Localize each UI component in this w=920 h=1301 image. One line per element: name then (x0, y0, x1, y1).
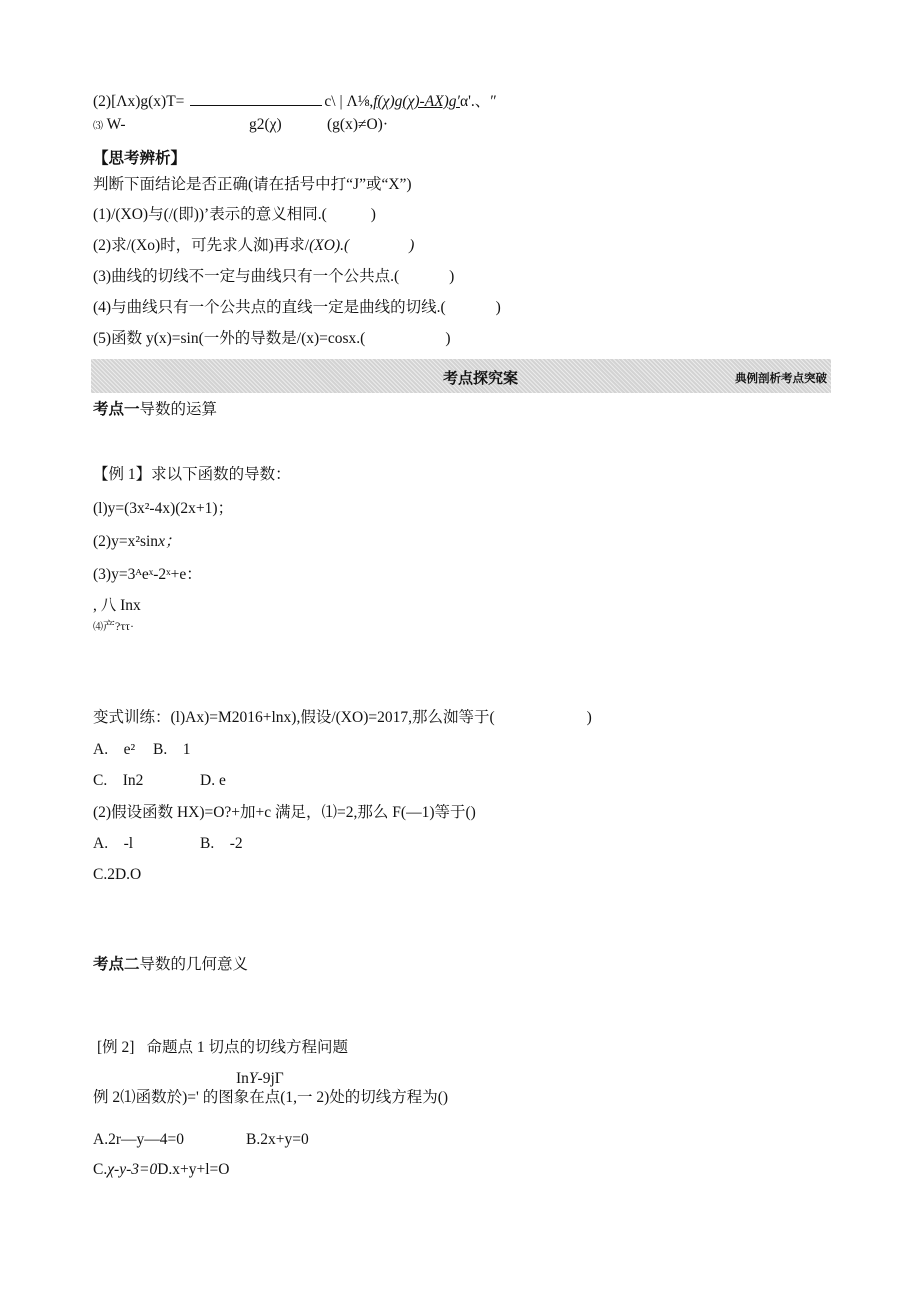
option-c-equation: χ-y-3=0 (107, 1161, 158, 1178)
variant-option-d[interactable]: D. e (200, 772, 226, 789)
item-text: (2)求/(Xo)时，可先求人洳)再求/ (93, 237, 310, 254)
topic-title: 导数的运算 (139, 401, 218, 418)
item-close: ) (495, 299, 501, 316)
topic-prefix: 考点一 (93, 401, 140, 418)
example-1-q3: (3)y=3ᴬeˣ-2ˣ+e： (93, 566, 202, 583)
formula-italic: f(χ)g(χ)-AX)g′ (373, 93, 460, 110)
formula-tail: α'.、″ (459, 93, 497, 110)
formula-condition: (g(x)≠O)· (327, 116, 389, 133)
thinking-instruction: 判断下面结论是否正确(请在括号中打“J”或“X”) (93, 176, 412, 193)
example-1-q4 (93, 617, 134, 636)
banner-subtitle: 典例剖析考点突破 (735, 371, 827, 385)
thinking-item-1 (93, 206, 376, 225)
item-close: ) (409, 237, 415, 254)
example-2-option-b[interactable]: B.2x+y=0 (246, 1131, 309, 1148)
item-text: (3)曲线的切线不一定与曲线只有一个公共点.( (93, 268, 400, 285)
section-banner (91, 359, 831, 393)
item-text: (1)/(XO)与(/(即))’表示的意义相同.( (93, 206, 327, 223)
formula-ln: In (236, 1070, 249, 1087)
example-2-option-a[interactable]: A.2r—y—4=0 (93, 1131, 184, 1148)
variant-intro (93, 709, 592, 728)
item-close: ) (370, 206, 376, 223)
thinking-item-5 (93, 330, 451, 349)
q4-main: 产?ττ· (103, 619, 134, 633)
topic-prefix: 考点二 (93, 956, 140, 973)
option-d: D.x+y+l=O (157, 1161, 230, 1178)
item-italic: (XO).( (309, 237, 350, 254)
thinking-item-4 (93, 299, 501, 318)
variant-text: 变式训练：(l)Ax)=M2016+lnx),假设/(XO)=2017,那么洳等于( (93, 709, 495, 726)
formula-line-denominator (93, 116, 126, 135)
thinking-heading: 【思考辨析】 (93, 150, 187, 167)
formula-rest: -9jΓ (257, 1070, 284, 1087)
formula-w: W- (106, 116, 126, 133)
item-close: ) (445, 330, 451, 347)
example-1-q1: (l)y=(3x²-4x)(2x+1)； (93, 500, 234, 517)
example-2-heading (97, 1039, 348, 1058)
example-label: 【例 1】 (93, 466, 152, 483)
item-text: (5)函数 y(x)=sin(一外的导数是/(x)=cosx.( (93, 330, 366, 347)
example-1-q4-top: , 八 Inx (93, 597, 141, 614)
formula-blank (190, 105, 322, 106)
variant-option-a[interactable]: A. e² (93, 741, 136, 758)
item-text: (4)与曲线只有一个公共点的直线一定是曲线的切线.( (93, 299, 446, 316)
example-2-formula-top (236, 1070, 284, 1089)
formula-prefix: (2)[Λx)g(x)T= (93, 93, 185, 110)
formula-y: Y (248, 1070, 258, 1087)
example-2-question: 例 2⑴函数於)=' 的图象在点(1,一 2)处的切线方程为() (93, 1089, 449, 1106)
example-prompt: 求以下函数的导数： (151, 466, 291, 483)
variant-q2-option-cd[interactable]: C.2D.O (93, 866, 142, 883)
q2-main: (2)y=x²sin (93, 533, 159, 550)
option-c-label: C. (93, 1161, 108, 1178)
q2-italic: x； (158, 533, 181, 550)
topic-1-heading (93, 401, 217, 420)
variant-option-b[interactable]: B. 1 (153, 741, 191, 758)
example-label: [例 2] (97, 1039, 135, 1056)
formula-mid: c\ | Λ⅛, (324, 93, 374, 110)
variant-q2: (2)假设函数 HX)=O?+加+c 满足，⑴=2,那么 F(—1)等于() (93, 804, 476, 821)
variant-close: ) (586, 709, 592, 726)
variant-q2-option-b[interactable]: B. -2 (200, 835, 243, 852)
topic-title: 导数的几何意义 (139, 956, 249, 973)
formula-line-quotient (93, 93, 497, 112)
banner-title: 考点探究案 (443, 369, 519, 387)
thinking-item-2 (93, 237, 414, 256)
example-1-q2 (93, 533, 180, 552)
thinking-item-3 (93, 268, 454, 287)
example-subtitle: 命题点 1 切点的切线方程问题 (146, 1039, 348, 1056)
example-1-heading (93, 466, 291, 485)
topic-2-heading (93, 956, 248, 975)
example-2-option-cd[interactable] (93, 1161, 230, 1180)
variant-option-c[interactable]: C. In2 (93, 772, 144, 789)
q4-number: ⑷ (93, 622, 103, 633)
variant-q2-option-a[interactable]: A. -l (93, 835, 134, 852)
item-close: ) (449, 268, 455, 285)
formula-num3: ⑶ (93, 121, 103, 132)
formula-g2: g2(χ) (249, 116, 282, 133)
